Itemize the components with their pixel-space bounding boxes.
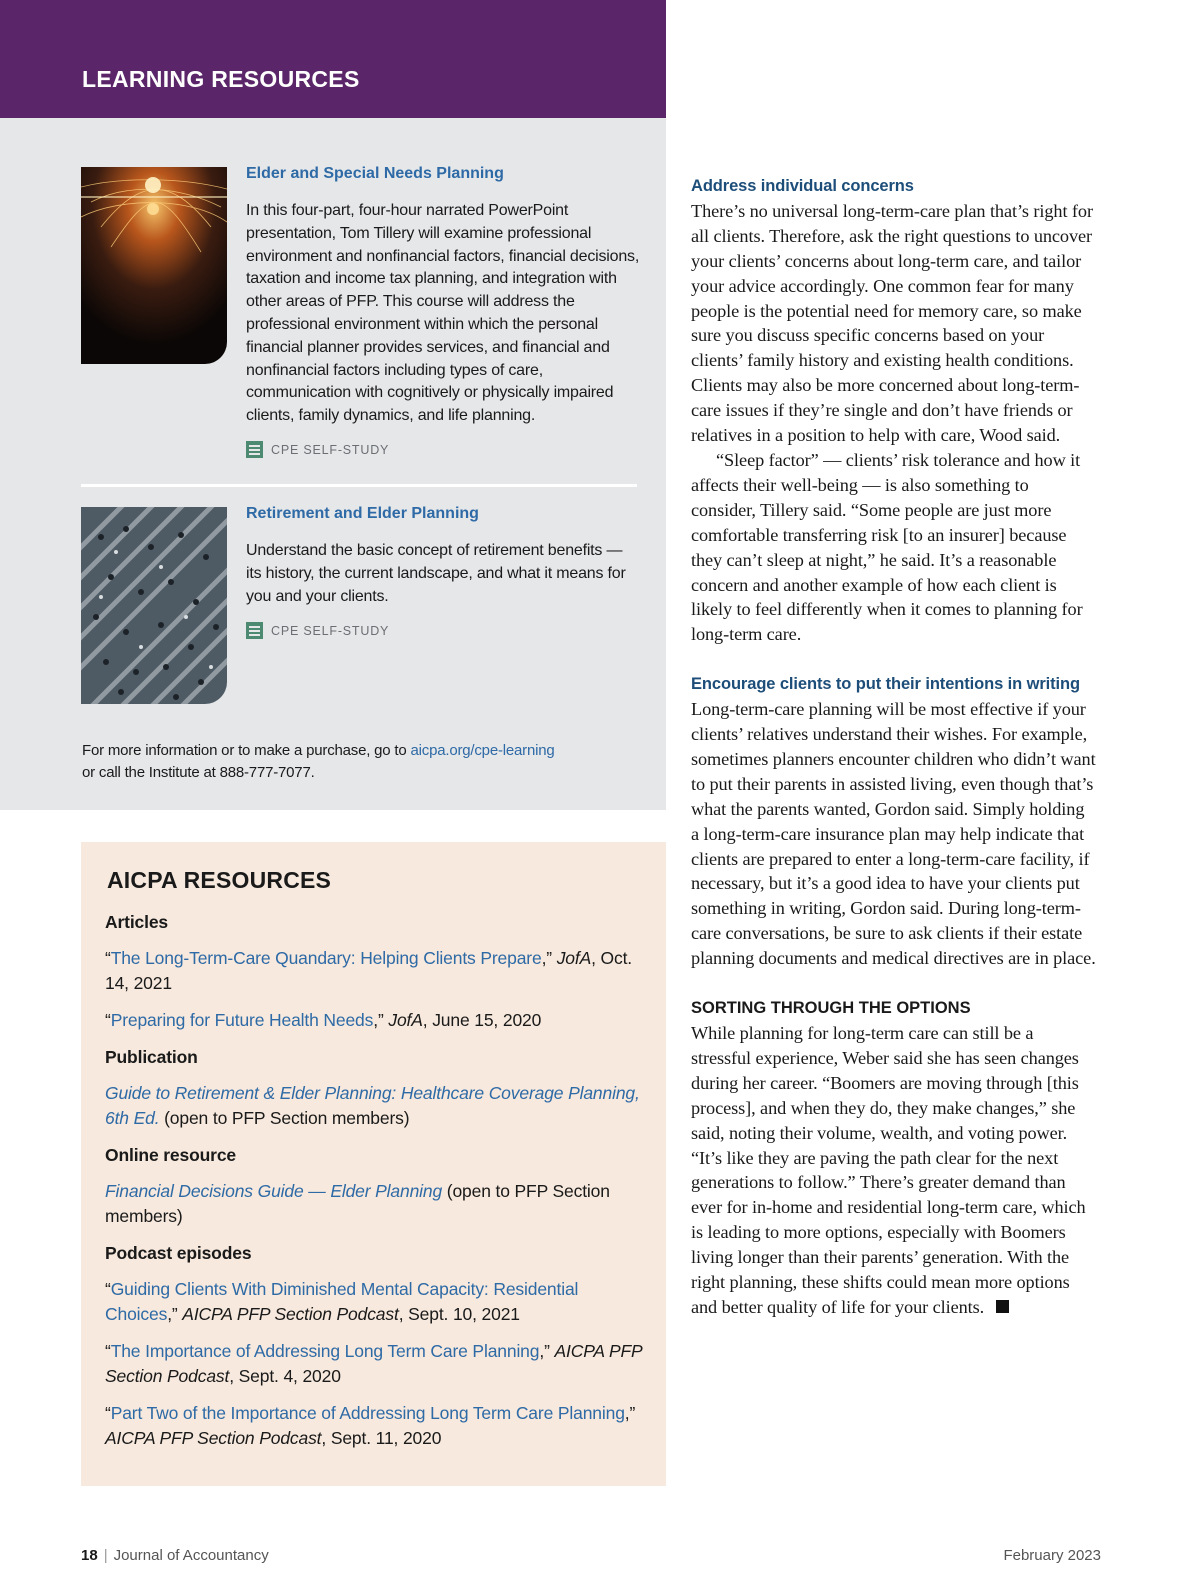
subheading: Address individual concerns [691,177,914,195]
resource-entry: “Part Two of the Importance of Addressing Long Term Care Planning,” AICPA PFP Section Podcast, Sept. 11, 2020 [105,1403,636,1448]
subheading: Encourage clients to put their intentions in writing [691,675,1080,694]
course-description: In this four-part, four-hour narrated PowerPoint presentation, Tom Tillery will examine professional environment and nonfinancial factors, financial decisions, taxation and income tax planning, and integration with other areas of PFP. This course will address the professional environment within which the personal financial planner provides services, and financial and nonfinancial factors including types of care, communication with cognitively or physically impaired clients, family dynamics, and life planning. [246,202,640,425]
publication-link[interactable]: Guide to Retirement & Elder Planning: Healthcare Coverage Planning, 6th Ed. [105,1083,640,1128]
divider [81,484,637,487]
resource-entry: “Preparing for Future Health Needs,” JofA, June 15, 2020 [105,1010,542,1030]
section-title: LEARNING RESOURCES [82,66,360,92]
learning-resources-header [0,0,666,118]
folio-separator: | [103,1547,108,1564]
podcast-link[interactable]: Part Two of the Importance of Addressing Long Term Care Planning [110,1403,625,1423]
course-description: Understand the basic concept of retirement benefits — its history, the current landscape, and what it means for you and your clients. [246,542,626,605]
podcast-link[interactable]: Guiding Clients With Diminished Mental Capacity: Residential Choices [105,1279,579,1324]
body-paragraph: Long-term-care planning will be most effective if your clients’ relatives understand their wishes. For example, sometimes planners encounter children who didn’t want to put their parents in assisted living, even though that’s what the parents wanted, Gordon said. Simply holding a long-term-care insurance plan may help indicate that clients are prepared to enter a long-term-care facility, if necessary, but it’s a good idea to have your clients put something in writing, Gordon said. During long-term-care conversations, be sure to ask clients if their estate planning documents and medical directives are in place. [691,699,1096,969]
publication-name: Journal of Accountancy [113,1547,269,1564]
issue-date: February 2023 [1003,1547,1101,1564]
course-title[interactable]: Retirement and Elder Planning [246,505,479,522]
resource-entry: Financial Decisions Guide — Elder Planning (open to PFP Section members) [105,1181,610,1226]
cpe-self-study-tag [246,622,389,639]
body-paragraph: While planning for long-term care can still be a stressful experience, Weber said she has seen changes during her career. “Boomers are moving through [this process], and when they do, they make changes,” she said, noting their volume, wealth, and voting power. “It’s like they are paving the path clear for the next generations to follow.” There’s greater demand than ever for in-home and residential long-term care, which is leading to more options, especially with Boomers living longer than their parents’ generation. With the right planning, these shifts could mean more options and better quality of life for your clients. [691,1023,1086,1317]
aicpa-resources-box [81,842,666,1486]
document-icon [246,441,263,458]
resource-entry: Guide to Retirement & Elder Planning: Healthcare Coverage Planning, 6th Ed. (open to PFP Section members) [105,1083,640,1128]
purchase-info-text: For more information or to make a purchase, go to [82,742,411,759]
aicpa-resources-title: AICPA RESOURCES [107,867,332,893]
resource-entry: “Guiding Clients With Diminished Mental Capacity: Residential Choices,” AICPA PFP Section Podcast, Sept. 10, 2021 [105,1279,579,1324]
podcast-link[interactable]: The Importance of Addressing Long Term Care Planning [110,1341,540,1361]
article-link[interactable]: The Long-Term-Care Quandary: Helping Clients Prepare [110,948,542,968]
course-title[interactable]: Elder and Special Needs Planning [246,165,504,182]
folio-left [81,1547,269,1564]
phone-info-text: or call the Institute at 888-777-7077. [82,763,315,781]
tag-label: CPE SELF-STUDY [271,442,390,457]
podcast-heading: Podcast episodes [105,1243,252,1263]
section-heading: SORTING THROUGH THE OPTIONS [691,999,971,1018]
page-number: 18 [81,1547,98,1564]
resource-entry: “The Long-Term-Care Quandary: Helping Clients Prepare,” JofA, Oct. 14, 2021 [105,948,633,993]
tag-label: CPE SELF-STUDY [271,623,390,638]
online-resource-heading: Online resource [105,1145,236,1165]
online-resource-link[interactable]: Financial Decisions Guide — Elder Planning [105,1181,443,1201]
cpe-self-study-tag [246,441,389,458]
cpe-learning-link[interactable]: aicpa.org/cpe-learning [410,742,555,759]
sparkler-light-image [81,167,227,364]
crowd-crosswalk-image [81,507,227,704]
articles-heading: Articles [105,912,168,932]
purchase-info [82,740,642,783]
body-paragraph: “Sleep factor” — clients’ risk tolerance and how it affects their well-being — is also something to consider, Tillery said. “Some people are just more comfortable transferring risk [to an insurer] because they can’t sleep at night,” he said. It’s a reasonable concern and another example of how each client is likely to feel differently when it comes to planning for long-term care. [691,449,1083,645]
publication-heading: Publication [105,1047,198,1067]
document-icon [246,622,263,639]
body-paragraph: There’s no universal long-term-care plan that’s right for all clients. Therefore, ask the right questions to uncover your clients’ concerns about long-term care, and tailor your advice accordingly. One common fear for many people is the potential need for memory care, so make sure you discuss specific concerns based on your clients’ family history and existing health conditions. Clients may also be more concerned about long-term-care issues if they’re single and don’t have friends or relatives in a position to help with care, Wood said. [691,200,1093,446]
article-link[interactable]: Preparing for Future Health Needs [110,1010,374,1030]
article-column [691,174,1096,1320]
end-of-article-mark [996,1300,1009,1313]
resource-entry: “The Importance of Addressing Long Term Care Planning,” AICPA PFP Section Podcast, Sept. 4, 2020 [105,1341,642,1386]
